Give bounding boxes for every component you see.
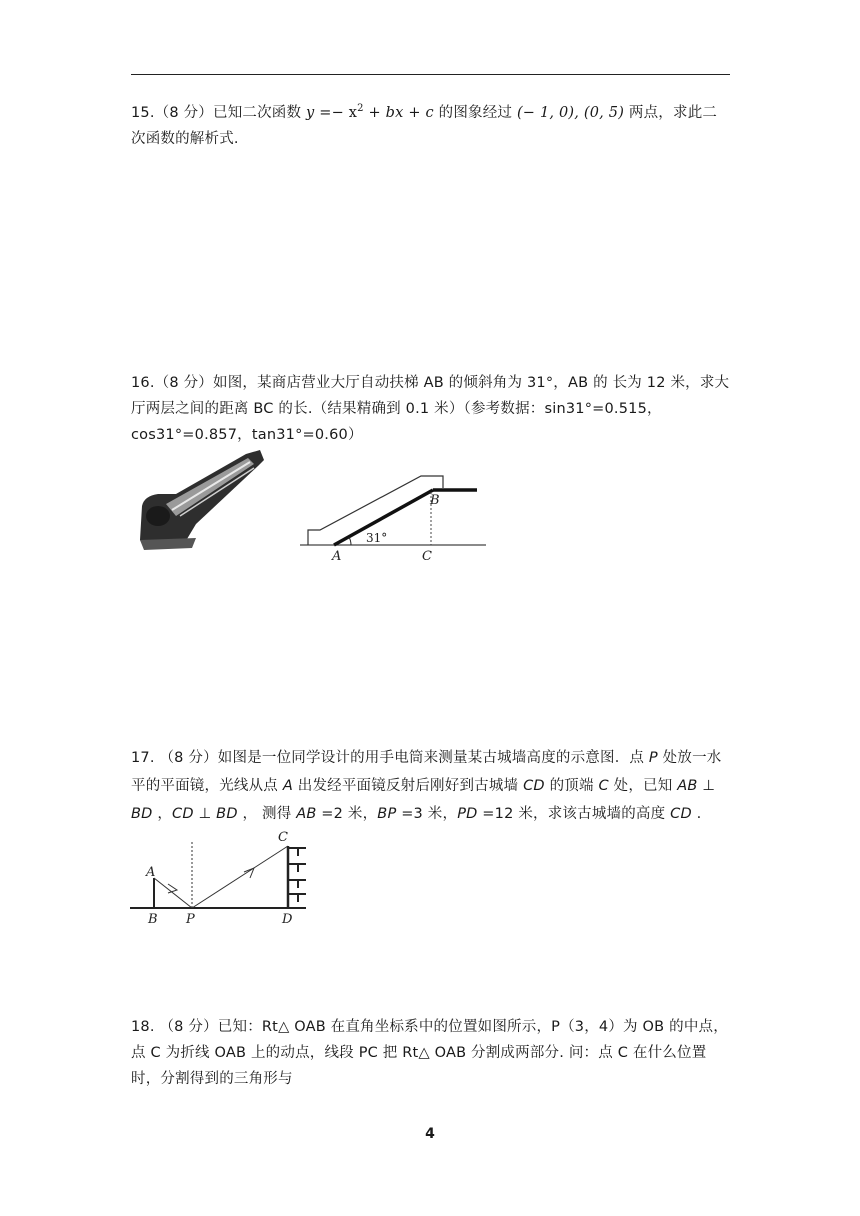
escalator-photo <box>136 444 270 552</box>
question-17-text: 17. （8 分）如图是一位同学设计的用手电筒来测量某古城墙高度的示意图．点 P 处放一水平的平面镜，光线从点 A 出发经平面镜反射后刚好到古城墙 CD 的顶端 C 处，已知 AB ⊥ BD ，CD ⊥ BD ， 测得 AB =2 米，BP =3 米，PD =12 米，求该古城墙的高度 CD . <box>131 750 722 822</box>
label-c: C <box>278 830 288 845</box>
label-d: D <box>282 912 293 927</box>
label-p: P <box>186 912 195 927</box>
label-b: B <box>148 912 158 927</box>
wall-bricks <box>288 848 306 902</box>
wall-mirror-diagram <box>128 826 318 928</box>
question-15-text: 15.（8 分）已知二次函数 $y =- x^2$ + bx + c 的图象经过 (− 1, 0), (0, 5) 两点，求此二次函数的解析式. <box>131 103 718 147</box>
ray-pc <box>192 846 288 908</box>
equation: $y =- x^2$ + bx + c <box>306 103 434 121</box>
question-16-text: 16.（8 分）如图，某商店营业大厅自动扶梯 AB 的倾斜角为 31°，AB 的 长为 12 米，求大厅两层之间的距离 BC 的长.（结果精确到 0.1 米）（参考数据：sin31°=0.515，cos31°=0.857，tan31°=0.60） <box>131 375 730 443</box>
question-18 <box>131 1014 731 1092</box>
question-17 <box>131 744 731 828</box>
question-16 <box>131 370 731 448</box>
points: (− 1, 0), (0, 5) <box>516 105 625 121</box>
page-number: 4 <box>425 1126 435 1142</box>
label-a: A <box>332 549 342 564</box>
label-c: C <box>422 549 432 564</box>
arrow-1 <box>168 884 177 893</box>
angle-arc <box>349 537 351 545</box>
question-18-text: 18. （8 分）已知：Rt△ OAB 在直角坐标系中的位置如图所示，P（3，4）为 OB 的中点，点 C 为折线 OAB 上的动点，线段 PC 把 Rt△ OAB 分割成两部分. 问：点 C 在什么位置时，分割得到的三角形与 <box>131 1019 728 1087</box>
label-b: B <box>430 493 440 508</box>
angle-label: 31° <box>366 531 388 545</box>
header-rule <box>131 74 730 75</box>
label-a: A <box>146 865 156 880</box>
escalator-diagram <box>296 470 491 570</box>
question-15 <box>131 100 731 152</box>
ray-ap <box>154 878 192 908</box>
